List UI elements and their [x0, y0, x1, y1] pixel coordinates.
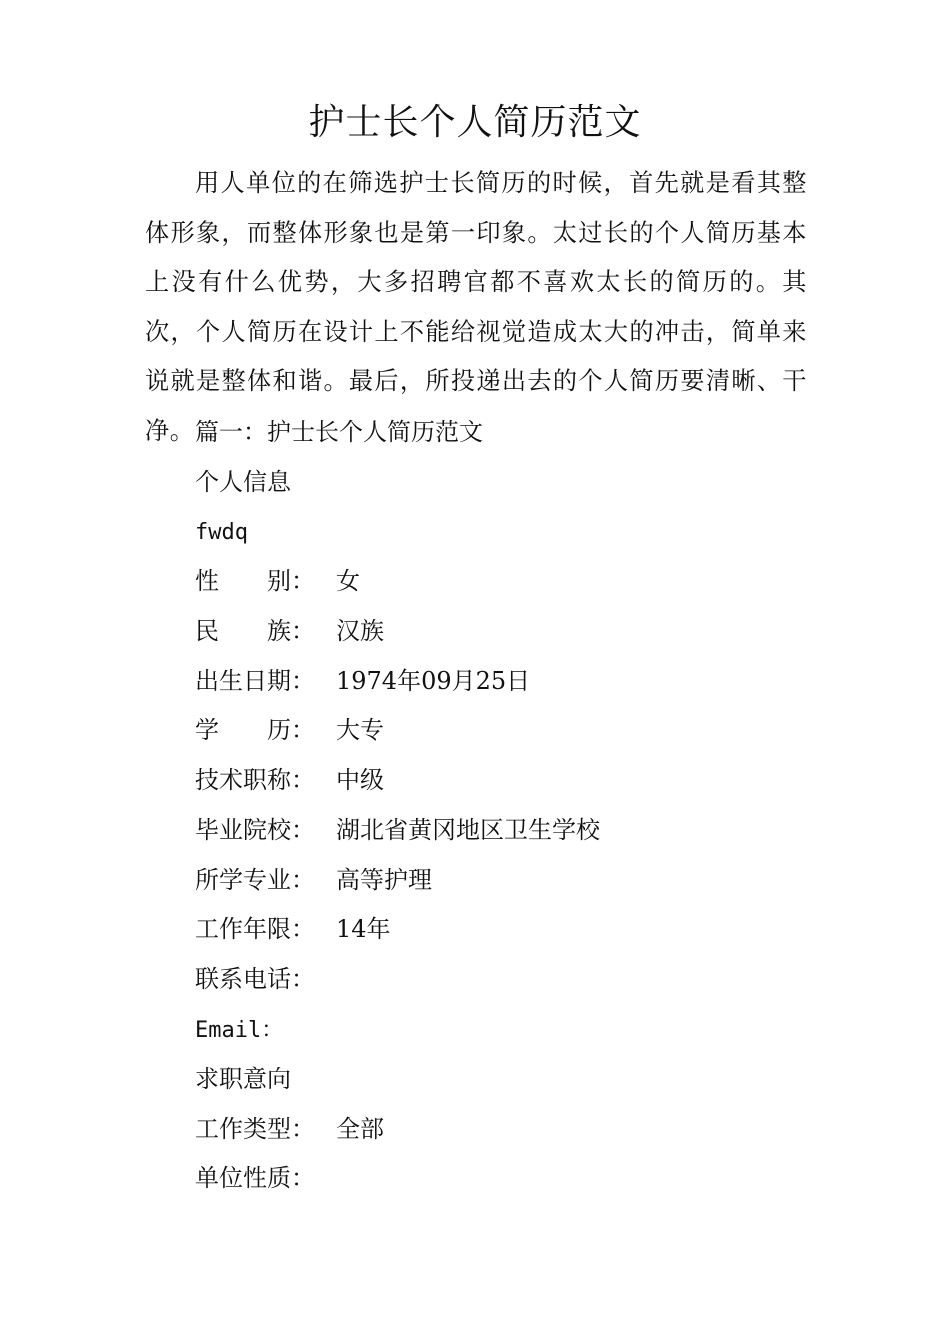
- field-job-type: [195, 1113, 384, 1145]
- field-label: 毕业院校：: [195, 816, 315, 844]
- field-value: 全部: [336, 1115, 384, 1143]
- section-heading: 篇一：护士长个人简历范文: [195, 418, 483, 446]
- field-label: 民 族：: [195, 617, 315, 645]
- field-label: 单位性质：: [195, 1164, 315, 1192]
- job-intent-heading: 求职意向: [195, 1065, 291, 1093]
- field-experience: [195, 913, 391, 945]
- field-ethnicity: [195, 615, 384, 647]
- field-value: 中级: [336, 766, 384, 794]
- field-value: 高等护理: [336, 866, 432, 894]
- field-company-type: [195, 1162, 336, 1194]
- field-value: 1974年09月25日: [336, 667, 531, 695]
- field-label: 技术职称：: [195, 766, 315, 794]
- field-gender: [195, 565, 360, 597]
- intro-paragraph: 用人单位的在筛选护士长简历的时候，首先就是看其整体形象，而整体形象也是第一印象。太过长的个人简历基本上没有什么优势，大多招聘官都不喜欢太长的简历的。其次，个人简历在设计上不能给视觉造成太大的冲击，简单来说就是整体和谐。最后，所投递出去的个人简历要清晰、干净。: [145, 169, 807, 445]
- field-label: Email：: [195, 1018, 284, 1043]
- field-value: 湖北省黄冈地区卫生学校: [336, 816, 600, 844]
- field-label: 出生日期：: [195, 667, 315, 695]
- document-title: 护士长个人简历范文: [308, 102, 642, 143]
- field-major: [195, 864, 432, 896]
- field-label: 工作类型：: [195, 1115, 315, 1143]
- field-birthdate: [195, 665, 530, 697]
- field-label: 性 别：: [195, 567, 315, 595]
- field-school: [195, 814, 600, 846]
- field-value: 汉族: [336, 617, 384, 645]
- applicant-name: fwdq: [195, 520, 248, 545]
- field-value: 女: [336, 567, 360, 595]
- field-label: 所学专业：: [195, 866, 315, 894]
- field-value: 大专: [336, 716, 384, 744]
- field-label: 学 历：: [195, 716, 315, 744]
- field-value: 14年: [336, 915, 391, 943]
- field-title: [195, 764, 384, 796]
- field-email: [195, 1013, 336, 1047]
- field-label: 工作年限：: [195, 915, 315, 943]
- field-education: [195, 714, 384, 746]
- field-label: 联系电话：: [195, 965, 315, 993]
- personal-info-heading: 个人信息: [195, 468, 291, 496]
- field-phone: [195, 963, 336, 995]
